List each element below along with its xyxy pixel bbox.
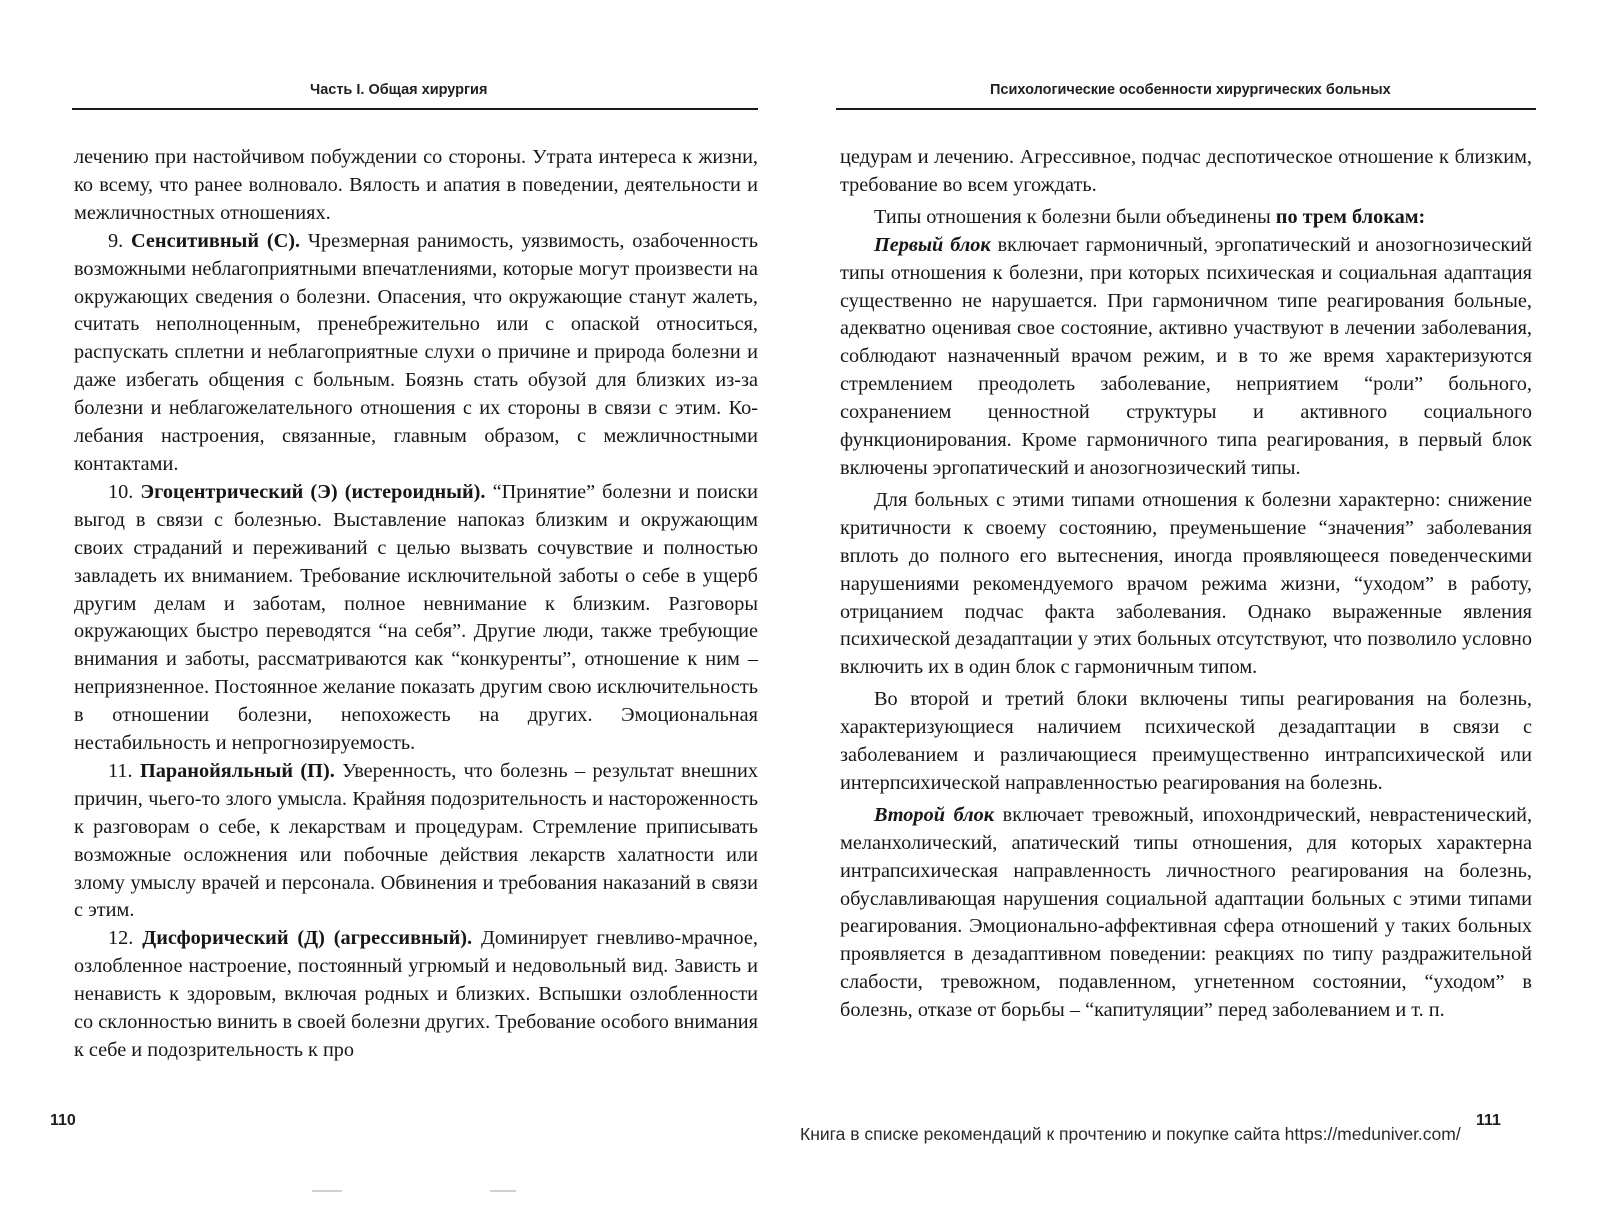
- page-number-left: 110: [50, 1112, 76, 1129]
- item-text: Чрезмерная ранимость, уязвимость, озабоченность возможными неблагоприятными впечатлениями, которые могут произвести на окружающих сведения о болезни. Опасения, что окружающие станут жалеть, считать неполноценным, пренебрежительно или с опаской относиться, распускать сплетни и неблагоприятные слухи о причине и природа болезни и даже избегать общения с больным. Боязнь стать обузой для близких из-за болезни и неблагожелательного отношения с их стороны в связи с этим. Колебания настроения, связанные, главным образом, с межличностными контактами.: [74, 229, 758, 475]
- list-item-9: [74, 228, 758, 479]
- item-number: 9.: [108, 229, 124, 252]
- item-heading: Паранойяльный (П).: [139, 759, 335, 782]
- header-rule-left: [72, 108, 758, 110]
- item-heading: Дисфорический (Д) (агрессивный).: [142, 927, 473, 950]
- running-head-left: Часть I. Общая хирургия: [310, 82, 488, 98]
- bold-phrase: по трем блокам:: [1275, 205, 1426, 228]
- paragraph: Во второй и третий блоки включены типы реагирования на болезнь, характеризующиеся наличием психической дезадаптации в связи с заболеванием и различающиеся преимущественно интрапсихической или интерпсихической направленностью реагирования на болезнь.: [840, 688, 1532, 794]
- item-text: Уверенность, что болезнь – результат внешних причин, чьего-то злого умысла. Крайняя подозрительность и настороженность к разговорам о себе, к лекарствам и процедурам. Стремление приписывать возможные осложнения или побочные действия лекарств халатности или злому умыслу врачей и персонала. Обвинения и требования наказаний в связи с этим.: [74, 759, 758, 922]
- item-text: Доминирует гневливо-мрачное, озлобленное настроение, постоянный угрюмый и недовольный вид. Зависть и ненависть к здоровым, включая родных и близких. Вспышки озлобленности со склонностью винить в своей болезни других. Требование особого внимания к себе и подозрительность к про: [74, 927, 758, 1061]
- watermark-link-text: Книга в списке рекомендаций к прочтению и покупке сайта https://meduniver.com/: [800, 1124, 1461, 1144]
- header-rule-right: [836, 108, 1536, 110]
- right-page: [800, 0, 1600, 1215]
- item-heading: Эгоцентрический (Э) (истероидный).: [140, 480, 486, 503]
- paragraph-text: включает гармоничный, эргопатический и анозогнозический типы отношения к болезни, при которых психическая и социальная адаптация существенно не нарушается. При гармоничном типе реагирования больные, адекватно оценивая свое состояние, активно участвуют в лечении заболевания, соблюдают назначенный врачом режим, и в то же время характеризуются стремлением преодолеть заболевание, неприятием “роли” больного, сохранением ценностной структуры и активного социального функционирования. Кроме гармоничного типа реагирования, в первый блок включены эргопатический и анозогнозический типы.: [840, 233, 1532, 479]
- paragraph: цедурам и лечению. Агрессивное, подчас деспотическое отношение к близким, требование во всем угождать.: [840, 146, 1532, 196]
- item-number: 12.: [108, 927, 134, 950]
- running-head-right: Психологические особенности хирургических больных: [990, 82, 1391, 98]
- item-number: 10.: [108, 480, 134, 503]
- item-heading: Сенситивный (С).: [131, 229, 301, 252]
- emphasis-first-block: Первый блок: [874, 233, 991, 256]
- paragraph: лечению при настойчивом побуждении со стороны. Утрата интереса к жизни, ко всему, что ранее волновало. Вялость и апатия в поведении, деятельности и межличностных отношениях.: [74, 146, 758, 224]
- emphasis-second-block: Второй блок: [874, 803, 995, 826]
- left-page-body: [74, 144, 758, 1065]
- item-number: 11.: [108, 759, 133, 782]
- scan-artifact: [312, 1190, 342, 1192]
- paragraph-second-block: [840, 802, 1532, 1025]
- paragraph: Для больных с этими типами отношения к болезни характерно: снижение критичности к своему состоянию, преуменьшение “значения” заболевания вплоть до полного его вытеснения, иногда проявляющееся поведенческими нарушениями рекомендуемого врачом режима жизни, “уходом” в работу, отрицанием подчас факта заболевания. Однако выраженные явления психической дезадаптации у этих больных отсутствуют, что позволило условно включить их в один блок с гармоничным типом.: [840, 488, 1532, 679]
- paragraph: [840, 204, 1532, 232]
- scan-artifact: [490, 1190, 516, 1192]
- list-item-11: [74, 758, 758, 925]
- list-item-10: [74, 479, 758, 758]
- paragraph-text: Типы отношения к болезни были объединены: [874, 205, 1271, 228]
- item-text: “Принятие” болезни и поиски выгод в связи с болезнью. Выставление напоказ близким и окружающим своих страданий и переживаний с целью вызвать сочувствие и полностью завладеть их вниманием. Требование исключительной заботы о себе в ущерб другим делам и заботам, полное невнимание к близким. Разговоры окружающих быстро переводятся “на себя”. Другие люди, также требующие внимания и заботы, рассматриваются как “конкуренты”, отношение к ним – неприязненное. Постоянное желание показать другим свою исключительность в отношении болезни, непохожесть на других. Эмоциональная нестабильность и непрогнозируемость.: [74, 480, 758, 755]
- paragraph-text: включает тревожный, ипохондрический, неврастенический, меланхолический, апатический типы отношения, для которых характерна интрапсихическая направленность личностного реагирования на болезнь, обуславливающая нарушения социальной адаптации больных с этими типами реагирования. Эмоционально-аффективная сфера отношений у таких больных проявляется в дезадаптивном поведении: реакциях по типу раздражительной слабости, тревожном, подавленном, угнетенном состоянии, “уходом” в болезнь, отказе от борьбы – “капитуляции” перед заболеванием и т. п.: [840, 803, 1533, 1022]
- list-item-12: [74, 925, 758, 1065]
- page-number-right: 111: [1476, 1112, 1501, 1129]
- paragraph-first-block: [840, 232, 1532, 483]
- right-page-body: [840, 144, 1532, 1025]
